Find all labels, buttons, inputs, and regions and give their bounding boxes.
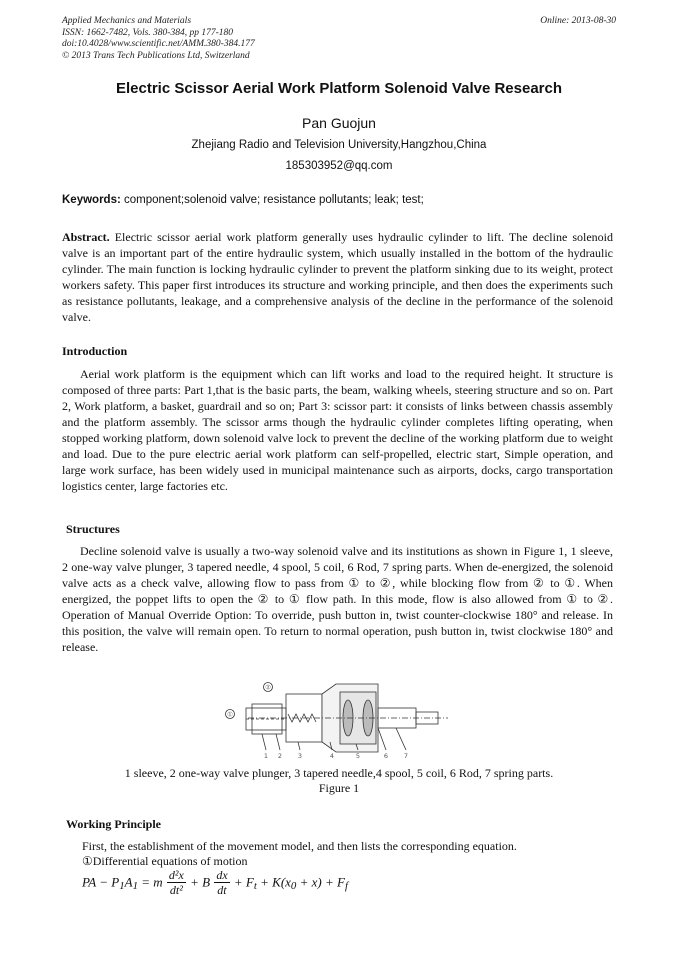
eq-tail: + F xyxy=(233,874,254,890)
keywords xyxy=(62,194,618,206)
eq-frac1-num: d²x xyxy=(168,868,184,882)
eq-plus-b: + B xyxy=(190,874,211,890)
callout-port-1: ① xyxy=(227,710,233,719)
eq-lhs-mid: A xyxy=(124,874,133,890)
eq-frac2-den: dt xyxy=(217,883,227,897)
callout-7: 7 xyxy=(403,752,409,760)
eq-frac1-den: dt² xyxy=(169,883,183,897)
eq-frac2-num: dx xyxy=(216,868,228,882)
callout-5: 5 xyxy=(355,752,361,760)
eq-fraction-accel xyxy=(167,868,186,897)
keywords-text: component;solenoid valve; resistance pollutants; leak; test; xyxy=(120,194,424,206)
author-email: 185303952@qq.com xyxy=(285,160,393,172)
callout-6: 6 xyxy=(383,752,389,760)
journal-header xyxy=(62,16,255,62)
working-principle-subheading: ①Differential equations of motion xyxy=(82,854,248,868)
doi-line: doi:10.4028/www.scientific.net/AMM.380-384.177 xyxy=(62,39,255,49)
figure-caption-parts: 1 sleeve, 2 one-way valve plunger, 3 tapered needle,4 spool, 5 coil, 6 Rod, 7 spring parts. xyxy=(124,766,554,780)
eq-lhs-sub2: 1 xyxy=(132,880,138,893)
abstract-label: Abstract. xyxy=(62,230,110,244)
callout-1: 1 xyxy=(263,752,269,760)
abstract xyxy=(62,229,613,325)
structures-text: Decline solenoid valve is usually a two-way solenoid valve and its institutions as shown in Figure 1, 1 sleeve, 2 one-way valve plunger, 3 tapered needle, 4 spool, 5 coil, 6 Rod, 7 spring parts. When de-energized, the solenoid valve acts as a check valve, allowing flow to pass from ① to ②, while blocking flow from ② to ①. When energized, the poppet lifts to open the ② to ① flow path. In this mode, flow is also allowed from ① to ②. Operation of Manual Override Option: To override, push button in, twist counter-clockwise 180° and release. In this position, the valve will remain open. To return to normal operation, push button in, twist clockwise 180° and release. xyxy=(62,544,613,654)
structures-heading: Structures xyxy=(66,522,120,536)
callout-port-2: ② xyxy=(265,683,271,692)
callout-3: 3 xyxy=(297,752,303,760)
copyright-line: © 2013 Trans Tech Publications Ltd, Switzerland xyxy=(62,50,250,61)
issn-line: ISSN: 1662-7482, Vols. 380-384, pp 177-180 xyxy=(62,27,233,38)
abstract-text: Electric scissor aerial work platform generally uses hydraulic cylinder to lift. The decline solenoid valve is an important part of the entire hydraulic system, which usually installed in the bottom of the hydraulic cylinder. The main function is locking hydraulic cylinder to prevent the platform sinking due to its weight, protect workers safety. This paper first introduces its structure and working principle, and then does the experiments such as resistance pollutants, leakage, and a comprehensive analysis of the decline in the performance of the solenoid valve. xyxy=(62,230,613,324)
equation-motion xyxy=(82,868,348,908)
figure-caption-label: Figure 1 xyxy=(318,781,360,795)
eq-fraction-velocity xyxy=(214,868,229,897)
eq-lhs-sub: 1 xyxy=(119,880,125,893)
author-name: Pan Guojun xyxy=(302,115,376,131)
introduction-heading: Introduction xyxy=(62,344,128,358)
eq-tail3: + x) + F xyxy=(296,874,345,890)
eq-tail-sub: t xyxy=(253,880,257,893)
figure-caption xyxy=(0,766,678,796)
working-principle-heading: Working Principle xyxy=(66,817,162,831)
eq-tail3-sub: f xyxy=(344,880,348,893)
callout-4: 4 xyxy=(329,752,335,760)
eq-tail2: + K(x xyxy=(256,874,291,890)
introduction-text: Aerial work platform is the equipment which can lift works and load to the required height. It structure is composed of three parts: Part 1,that is the basic parts, the beam, walking wheels, steering structure and so on. Part 2, Work platform, a basket, guardrail and so on; Part 3: scissor part: it consists of links between chassis assembly and the platform assembly. The scissor arms though the hydraulic cylinder completes lifting operating, when stopped working platform, down solenoid valve lock to prevent the decline of the working platform due to weight and load. Due to the pure electric aerial work platform can self-propelled, electric start, Simple operation, and large work surface, has been widely used in municipal maintenance such as airports, docks, cargo transportation logistics center, large factories etc. xyxy=(62,367,613,493)
author-affiliation: Zhejiang Radio and Television University,Hangzhou,China xyxy=(191,139,487,151)
eq-tail2-sub: 0 xyxy=(290,880,297,893)
eq-equals-m: = m xyxy=(137,874,163,890)
callout-2: 2 xyxy=(277,752,283,760)
journal-name: Applied Mechanics and Materials xyxy=(62,16,192,26)
paper-title: Electric Scissor Aerial Work Platform Solenoid Valve Research xyxy=(115,80,563,97)
keywords-label: Keywords: xyxy=(62,194,121,206)
eq-lhs: PA − P xyxy=(82,874,120,890)
online-date: Online: 2013-08-30 xyxy=(540,16,616,26)
working-principle-text: First, the establishment of the movement model, and then lists the corresponding equation. xyxy=(82,839,517,853)
solenoid-valve-figure xyxy=(218,670,462,765)
